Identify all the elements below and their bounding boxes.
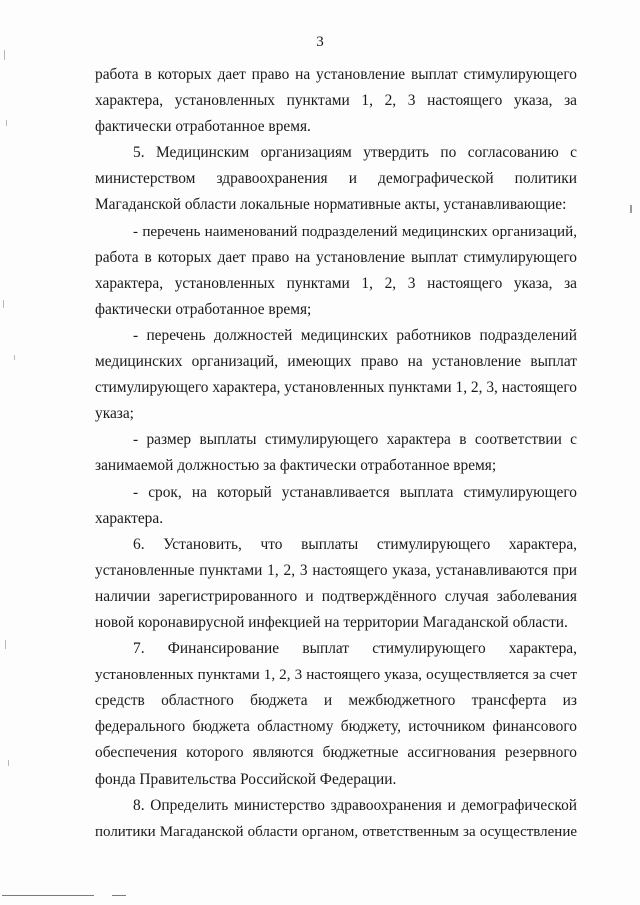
text-line: - перечень наименований подразделений медицинских организаций, [133, 223, 577, 240]
text-line: новой коронавирусной инфекцией на территории Магаданской области. [95, 613, 568, 631]
text-line: обеспечения которого являются бюджетные ассигнования резервного [95, 744, 577, 762]
text-line: фонда Правительства Российской Федерации. [95, 770, 397, 788]
paragraph [95, 532, 577, 636]
text-line: Магаданской области локальные нормативные акты, устанавливающие: [95, 196, 567, 214]
paragraph [95, 140, 577, 218]
text-line: характера, установленных пунктами 1, 2, 3 настоящего указа, за [95, 92, 577, 110]
footer-rule [2, 895, 94, 896]
text-line: установленные пунктами 1, 2, 3 настоящего указа, устанавливаются при [95, 561, 577, 579]
page-number: 3 [316, 34, 324, 50]
text-line: работа в которых дает право на установление выплат стимулирующего [95, 66, 577, 83]
text-line: 8. Определить министерство здравоохранения и демографической [133, 796, 577, 814]
text-line: работа в которых дает право на установление выплат стимулирующего [95, 248, 577, 266]
text-line: характера, установленных пунктами 1, 2, 3 настоящего указа, за [95, 274, 577, 292]
text-line: 7. Финансирование выплат стимулирующего характера, [133, 640, 577, 658]
text-line: фактически отработанное время. [95, 118, 311, 136]
text-line: федерального бюджета областному бюджету, источником финансового [95, 718, 577, 736]
text-line: средств областного бюджета и межбюджетного трансферта из [95, 692, 577, 710]
footer-rule [112, 895, 126, 896]
scan-artifact [5, 640, 6, 649]
text-line: стимулирующего характера, установленных пунктами 1, 2, 3, настоящего [95, 379, 577, 397]
text-line: - перечень должностей медицинских работников подразделений [133, 326, 577, 344]
text-line: занимаемой должностью за фактически отработанное время; [95, 457, 497, 475]
text-line: министерством здравоохранения и демографической политики [95, 170, 577, 188]
text-line: 5. Медицинским организациям утвердить по согласованию с [133, 144, 577, 162]
text-line: медицинских организаций, имеющих право на установление выплат [95, 353, 577, 371]
text-line: 6. Установить, что выплаты стимулирующего характера, [133, 535, 577, 553]
scan-artifact [3, 300, 4, 308]
scan-artifact [6, 120, 7, 126]
text-line: политики Магаданской области органом, ответственным за осуществление [95, 823, 577, 840]
text-line: указа; [95, 405, 134, 423]
text-line: - срок, на который устанавливается выплата стимулирующего [133, 483, 577, 501]
paragraph [95, 219, 577, 323]
scan-artifact [630, 205, 632, 213]
paragraph [95, 480, 577, 532]
paragraph [95, 636, 577, 793]
text-line: характера. [95, 509, 164, 527]
scan-artifact [4, 50, 5, 60]
text-line: установленных пунктами 1, 2, 3 настоящего указа, осуществляется за счет [95, 667, 577, 684]
paragraph [95, 323, 577, 427]
text-line: фактически отработанное время; [95, 300, 312, 318]
scan-artifact [8, 760, 9, 766]
paragraph [95, 427, 577, 479]
text-line: - размер выплаты стимулирующего характера в соответствии с [133, 431, 577, 449]
paragraph [95, 62, 577, 140]
document-body [95, 62, 577, 845]
paragraph [95, 793, 577, 845]
text-line: наличии зарегистрированного и подтверждённого случая заболевания [95, 587, 577, 605]
scan-artifact [14, 355, 15, 360]
